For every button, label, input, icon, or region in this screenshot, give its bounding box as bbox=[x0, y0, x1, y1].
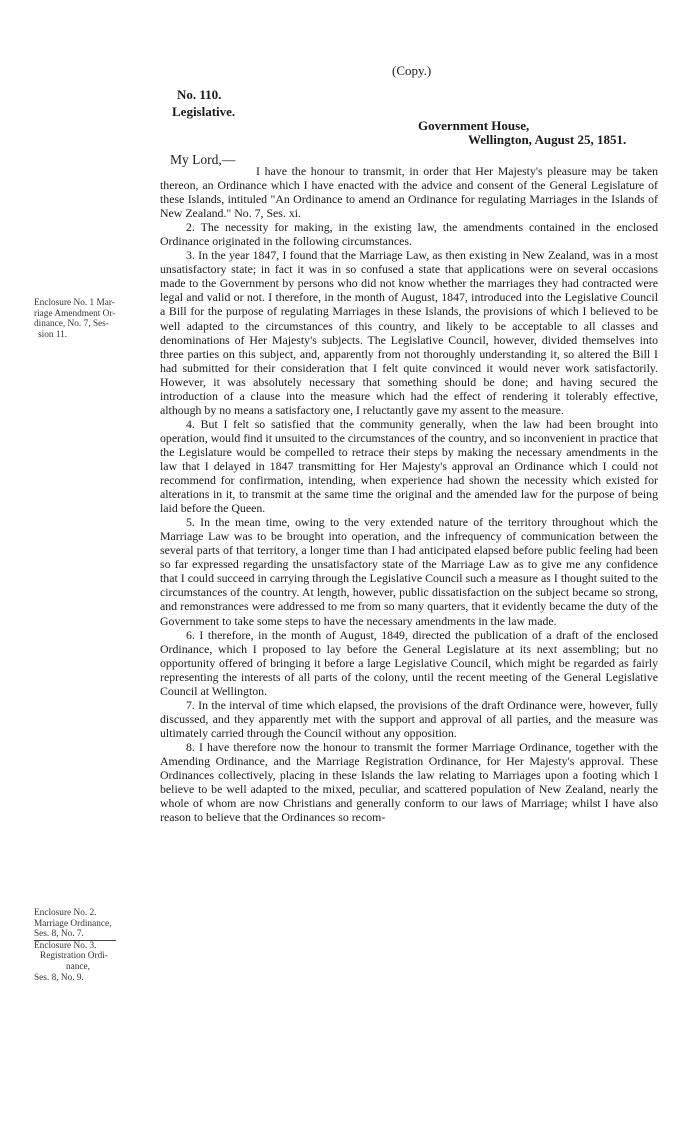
document-category: Legislative. bbox=[172, 104, 236, 119]
date-line: Wellington, August 25, 1851. bbox=[468, 132, 627, 147]
place-heading: Government House, bbox=[418, 118, 530, 133]
marginal-line: nance, bbox=[66, 961, 91, 972]
marginal-line: Ses. 8, No. 9. bbox=[34, 972, 84, 983]
marginal-line: dinance, No. 7, Ses- bbox=[34, 319, 109, 330]
paragraph-4: 4. But I felt so satisfied that the community generally, when the law had been brought into operation, would find it unsuited to the circumstances of the country, and so inconvenient in practice that the Legislature would be compelled to retrace their steps by making the necessary amendments in the law that I delayed in 1847 transmitting for Her Majesty's approval an Ordinance which I could not recommend for confirmation, intending, when experience had shown the necessity which existed for alterations in it, to transmit at the same time the original and the amended law for the purpose of being laid before the Queen. bbox=[160, 416, 658, 516]
paragraph-3: 3. In the year 1847, I found that the Marriage Law, as then existing in New Zealand, was in a most unsatisfactory state; in fact it was in so confused a state that applications were on several occasions made to the Government by persons who did not know whether the marriages they had contracted were legal and valid or not. I therefore, in the month of August, 1847, introduced into the Legislative Council a Bill for the purpose of regulating Marriages in these Islands, the provisions of which I believed to be well adapted to the circumstances of this country, and likely to be acceptable to all classes and denominations of Her Majesty's subjects. The Legislative Council, however, divided themselves into three parties on this subject, and, apparently from not thoroughly understanding it, so altered the Bill I had submitted for their consideration that I felt quite convinced it would never work satisfactorily. However, it was absolutely necessary that something should be done; and having secured the introduction of a clause into the measure which had the effect of rendering it tolerably effective, although by no means a satisfactory one, I reluctantly gave my assent to the measure. bbox=[160, 248, 658, 417]
paragraph-8: 8. I have therefore now the honour to transmit the former Marriage Ordinance, together with the Amending Ordinance, and the Marriage Registration Ordinance, for Her Majesty's approval. These Ordinances collectively, placing in these Islands the law relating to Marriages upon a footing which I believe to be well adapted to the mixed, peculiar, and scattered population of New Zealand, nearly the whole of whom are now Christians and generally conform to our laws of Marriage; whilst I have also reason to believe that the Ordinances so recom- bbox=[160, 739, 658, 825]
marginal-line: Enclosure No. 1 Mar- bbox=[34, 298, 115, 308]
paragraph-7: 7. In the interval of time which elapsed, the provisions of the draft Ordinance were, however, fully discussed, and they apparently met with the support and approval of all parties, and the measure was ultimately carried through the Council without any opposition. bbox=[160, 697, 658, 740]
copy-label: (Copy.) bbox=[392, 63, 432, 78]
paragraph-1: I have the honour to transmit, in order that Her Majesty's pleasure may be taken thereon, an Ordinance which I have enacted with the advice and consent of the General Legislature of these Islands, intituled "An Ordinance to amend an Ordinance for regulating Marriages in the Islands of New Zealand." No. 7, Ses. xi. bbox=[160, 164, 658, 221]
paragraph-5: 5. In the mean time, owing to the very extended nature of the territory throughout which the Marriage Law was to be brought into operation, and the infrequency of communication between the several parts of that territory, a longer time than I had anticipated elapsed before public feeling had been so far expressed regarding the unsatisfactory state of the Marriage Law as to give me any confidence that I could succeed in carrying through the Legislative Council such a measure as I thought suited to the circumstances of the country. At length, however, public dissatisfaction on the subject became so strong, and remonstrances were addressed to me from so many quarters, that it evidently became the duty of the Government to take some steps to have the necessary amendments in the law made. bbox=[160, 515, 658, 628]
marginal-note-enclosures-2-3 bbox=[34, 908, 156, 983]
marginal-line: Marriage Ordinance, bbox=[34, 918, 112, 929]
salutation: My Lord,— bbox=[170, 152, 236, 167]
marginal-line: riage Amendment Or- bbox=[34, 308, 116, 319]
paragraph-2: 2. The necessity for making, in the existing law, the amendments contained in the enclosed Ordinance originated in the following circumstances. bbox=[160, 220, 658, 249]
marginal-line: Enclosure No. 3. bbox=[34, 940, 97, 951]
marginal-line: Registration Ordi- bbox=[40, 951, 108, 962]
document-number: No. 110. bbox=[177, 87, 222, 102]
paragraph-6: 6. I therefore, in the month of August, 1849, directed the publication of a draft of the enclosed Ordinance, which I proposed to lay before the General Legislature at its next assembling; but no opportunity offered of bringing it before a large Legislative Council, which might be regarded as fairly representing the interests of all parts of the colony, until the recent meeting of the General Legislative Council at Wellington. bbox=[160, 627, 658, 698]
marginal-note-enclosure-1 bbox=[34, 298, 156, 340]
marginal-line: Enclosure No. 2. bbox=[34, 908, 97, 918]
letter-body bbox=[160, 164, 658, 824]
marginal-line: Ses. 8, No. 7. bbox=[34, 929, 116, 941]
marginal-line: sion 11. bbox=[38, 329, 68, 340]
